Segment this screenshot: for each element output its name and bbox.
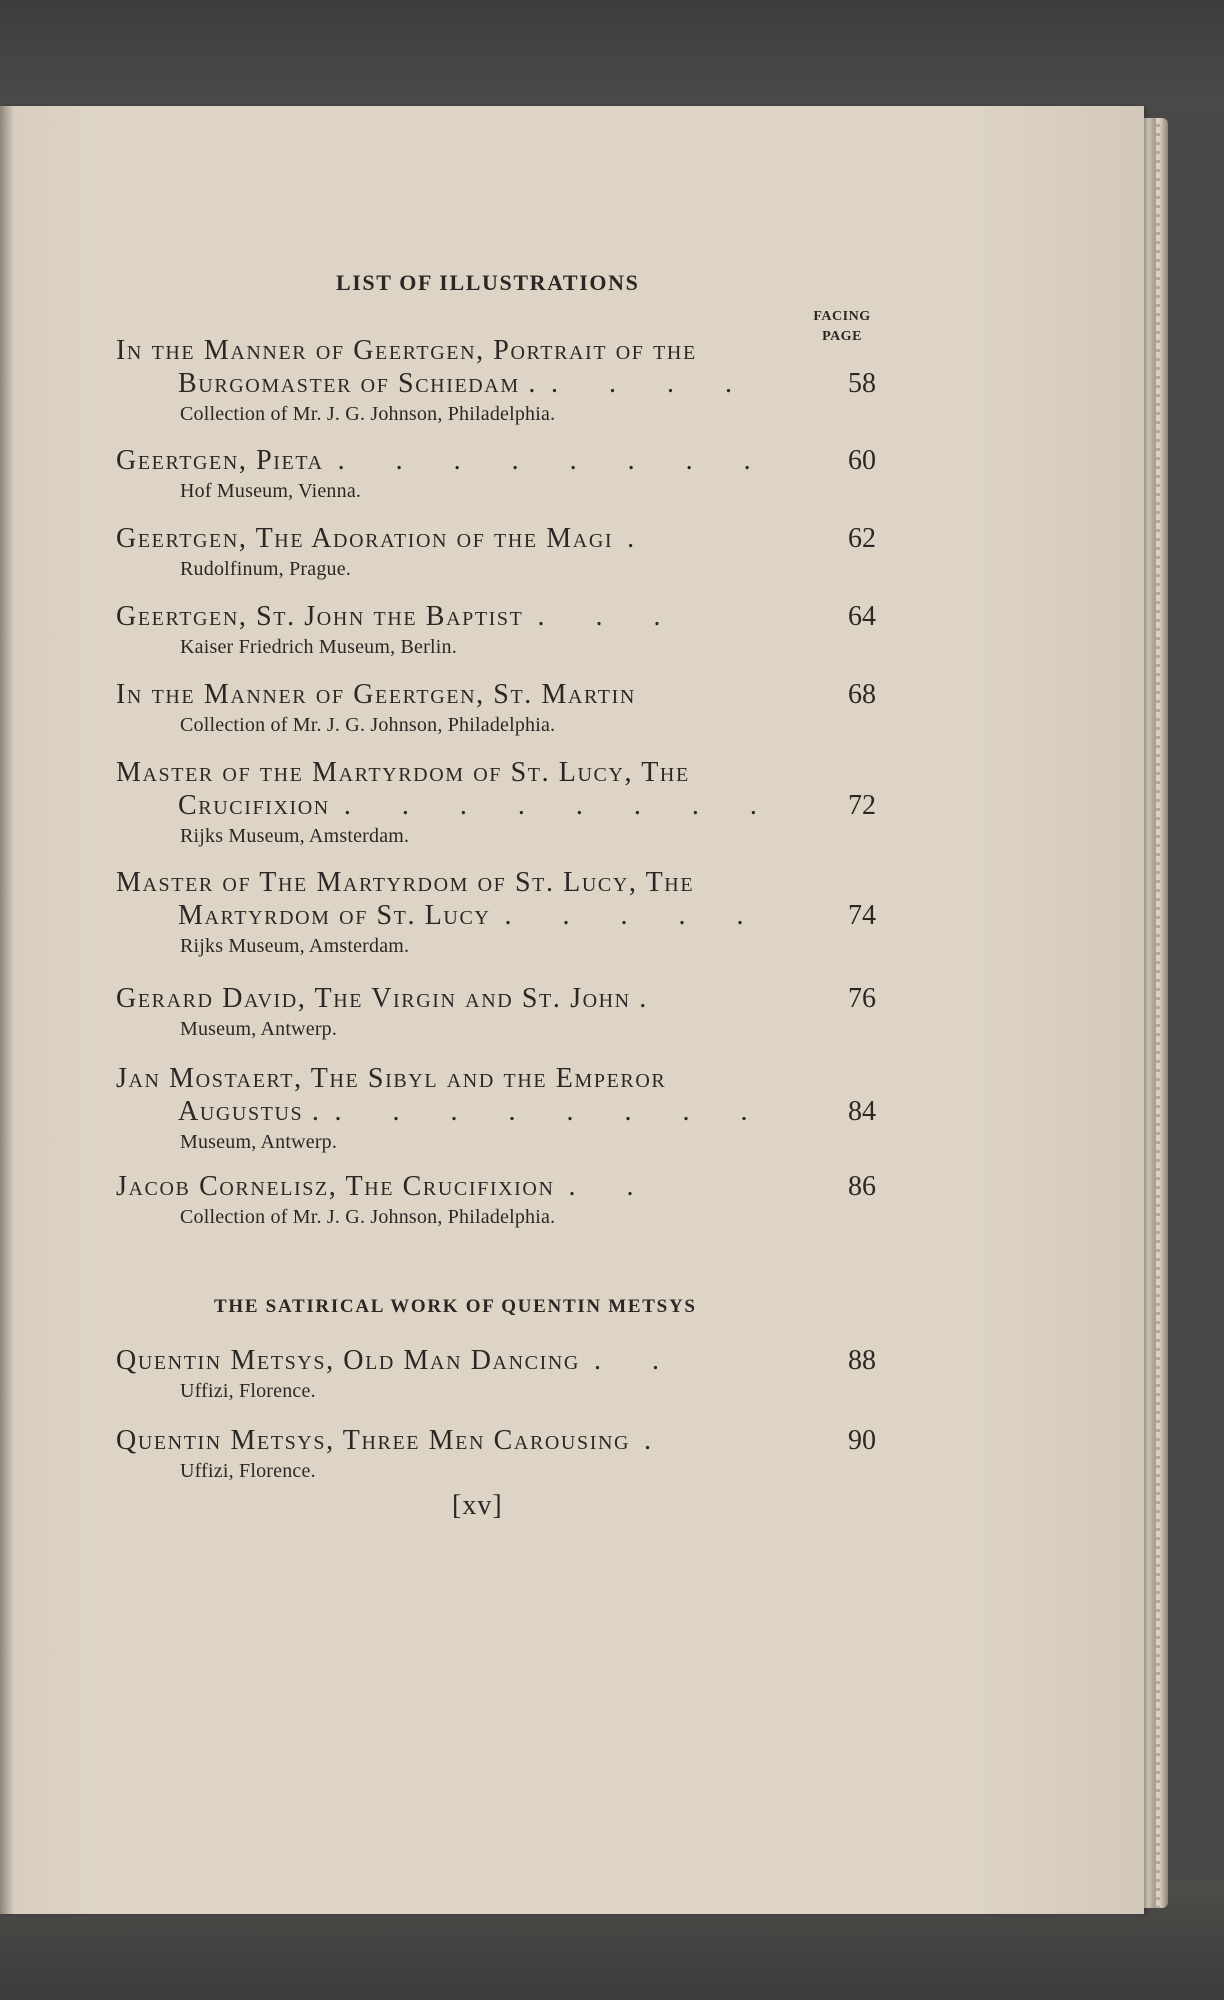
entry-title-text: Master of The Martyrdom of St. Lucy, The	[116, 867, 695, 898]
entry-location: Rudolfinum, Prague.	[180, 558, 352, 580]
page-label: PAGE	[822, 329, 862, 344]
entry-title-text: Martyrdom of St. Lucy	[178, 900, 491, 931]
illustration-entry	[116, 522, 876, 583]
illustration-entry	[116, 866, 876, 960]
entry-title-line	[116, 1170, 876, 1203]
page-number: 60	[848, 445, 876, 476]
entry-title-line	[116, 756, 876, 789]
entry-location: Uffizi, Florence.	[180, 1380, 316, 1402]
entry-title-line	[116, 678, 876, 711]
background-top	[0, 0, 1224, 110]
entry-title-text: In the Manner of Geertgen, St. Martin	[116, 679, 636, 710]
section-subheading: THE SATIRICAL WORK OF QUENTIN METSYS	[214, 1296, 697, 1317]
entry-location: Kaiser Friedrich Museum, Berlin.	[180, 636, 457, 658]
entry-location: Rijks Museum, Amsterdam.	[180, 825, 410, 847]
entry-location: Hof Museum, Vienna.	[180, 480, 362, 502]
entry-title-line	[116, 367, 876, 400]
entry-title-line	[116, 789, 876, 822]
page-heading: LIST OF ILLUSTRATIONS	[336, 270, 640, 295]
leader-dots: . . . . . . . .	[337, 445, 773, 476]
entry-title-line	[116, 899, 876, 932]
entry-location: Collection of Mr. J. G. Johnson, Philadelphia.	[180, 403, 556, 425]
entry-title-text: Quentin Metsys, Old Man Dancing	[116, 1345, 580, 1376]
spine-shadow	[0, 106, 14, 1914]
entry-title-text: Augustus .	[178, 1096, 321, 1127]
entry-title-text: Master of the Martyrdom of St. Lucy, The	[116, 757, 690, 788]
page-number: 76	[848, 983, 876, 1014]
entry-title-text: Burgomaster of Schiedam .	[178, 368, 537, 399]
illustration-entry	[116, 334, 876, 428]
entry-location: Museum, Antwerp.	[180, 1018, 338, 1040]
illustration-entry	[116, 1424, 876, 1485]
entry-title-text: Geertgen, St. John the Baptist	[116, 601, 524, 632]
entry-title-text: Jan Mostaert, The Sibyl and the Emperor	[116, 1063, 667, 1094]
page-number: 88	[848, 1345, 876, 1376]
leader-dots: . .	[568, 1171, 656, 1202]
facing-label: FACING	[813, 309, 871, 324]
entry-title-text: Geertgen, Pieta	[116, 445, 324, 476]
entry-title-line	[116, 1095, 876, 1128]
page-number: 68	[848, 679, 876, 710]
page-number: 84	[848, 1096, 876, 1127]
entry-title-line	[116, 522, 876, 555]
entry-location: Museum, Antwerp.	[180, 1131, 338, 1153]
entry-title-line	[116, 600, 876, 633]
page-number: 90	[848, 1425, 876, 1456]
leader-dots: . . . .	[550, 368, 754, 399]
page-number: 58	[848, 368, 876, 399]
entry-location: Collection of Mr. J. G. Johnson, Philadelphia.	[180, 714, 556, 736]
leader-dots: .	[627, 523, 657, 554]
illustration-entry	[116, 1344, 876, 1405]
leader-dots: . . . . . . . .	[334, 1096, 770, 1127]
page-number: 72	[848, 790, 876, 821]
entry-title-line	[116, 1344, 876, 1377]
illustration-entry	[116, 982, 876, 1043]
entry-title-line	[116, 444, 876, 477]
illustration-entry	[116, 1170, 876, 1231]
entry-title-line	[116, 1062, 876, 1095]
leader-dots: . .	[593, 1345, 681, 1376]
entry-title-line	[116, 982, 876, 1015]
illustration-entry	[116, 444, 876, 505]
illustration-entry	[116, 1062, 876, 1156]
entry-title-text: Gerard David, The Virgin and St. John .	[116, 983, 648, 1014]
entry-title-text: In the Manner of Geertgen, Portrait of the	[116, 335, 697, 366]
leader-dots: . . . . . . . .	[343, 790, 779, 821]
page-number: 62	[848, 523, 876, 554]
entry-location: Uffizi, Florence.	[180, 1460, 316, 1482]
leader-dots: . . . . .	[504, 900, 766, 931]
entry-location: Collection of Mr. J. G. Johnson, Philadelphia.	[180, 1206, 556, 1228]
leader-dots: . . .	[537, 601, 683, 632]
entry-title-line	[116, 866, 876, 899]
entry-title-line	[116, 334, 876, 367]
entry-title-text: Geertgen, The Adoration of the Magi	[116, 523, 614, 554]
entry-title-line	[116, 1424, 876, 1457]
illustration-entry	[116, 678, 876, 739]
entry-location: Rijks Museum, Amsterdam.	[180, 935, 410, 957]
page-number: 74	[848, 900, 876, 931]
page-folio: [xv]	[452, 1490, 503, 1521]
page-number: 86	[848, 1171, 876, 1202]
entry-title-text: Quentin Metsys, Three Men Carousing	[116, 1425, 631, 1456]
leader-dots: .	[644, 1425, 674, 1456]
illustration-entry	[116, 756, 876, 850]
entry-title-text: Crucifixion	[178, 790, 330, 821]
page-number: 64	[848, 601, 876, 632]
illustration-entry	[116, 600, 876, 661]
entry-title-text: Jacob Cornelisz, The Crucifixion	[116, 1171, 555, 1202]
